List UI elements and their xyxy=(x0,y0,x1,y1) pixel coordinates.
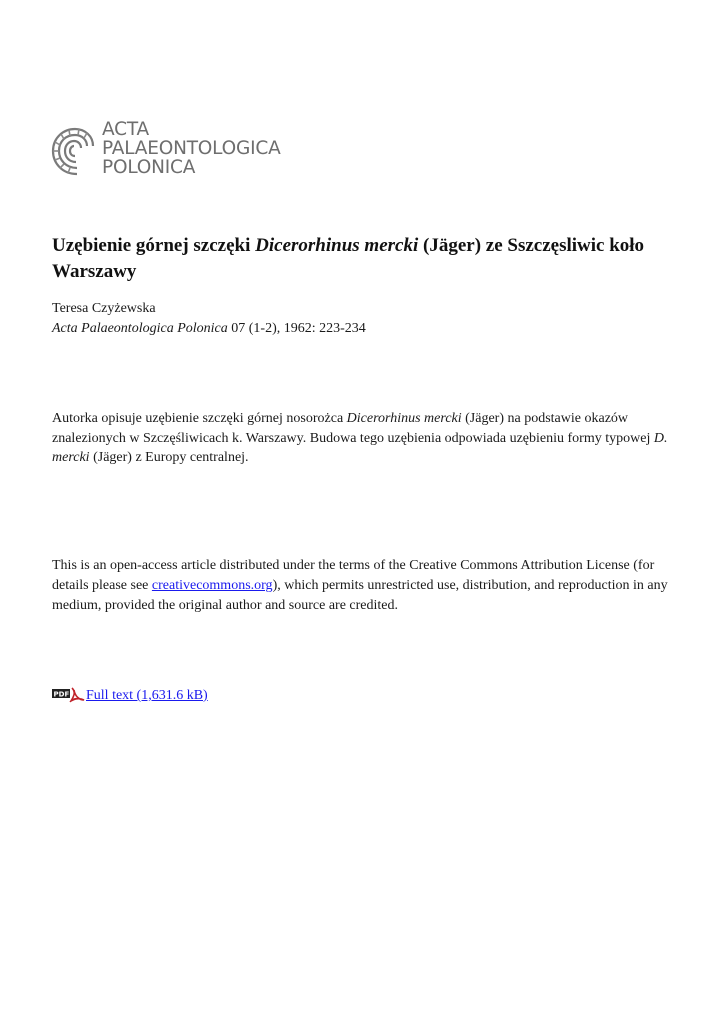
abstract xyxy=(52,409,682,468)
logo-line-3: POLONICA xyxy=(102,157,196,178)
abstract-species-2: D. mercki xyxy=(52,430,668,465)
creativecommons-link[interactable]: creativecommons.org xyxy=(151,578,273,593)
license-statement xyxy=(52,556,682,616)
full-text-download xyxy=(52,686,208,706)
journal-logo xyxy=(50,119,281,184)
journal-reference: 07 (1-2), 1962: 223-234 xyxy=(227,321,366,336)
title-part-2: (Jäger) ze Sszczęsliwic koło Warszawy xyxy=(52,235,645,282)
license-part-2: ), which permits unrestricted use, distribution, and reproduction in any medium, provided the original author and source are credited. xyxy=(52,578,668,613)
article-title xyxy=(52,233,682,285)
abstract-part-3: (Jäger) z Europy centralnej. xyxy=(89,450,249,465)
abstract-part-1: Autorka opisuje uzębienie szczęki górnej nosorożca xyxy=(52,411,347,426)
pdf-icon xyxy=(52,686,86,706)
article-author: Teresa Czyżewska xyxy=(52,301,156,316)
svg-text:PDF: PDF xyxy=(53,690,70,699)
journal-citation xyxy=(52,319,366,339)
logo-wordmark xyxy=(102,120,281,177)
title-part-1: Uzębienie górnej szczęki xyxy=(52,235,256,256)
abstract-part-2: (Jäger) na podstawie okazów znalezionych w Szczęśliwicach k. Warszawy. Budowa tego uzębienia odpowiada uzębieniu formy typowej xyxy=(52,411,654,446)
logo-line-1: ACTA xyxy=(102,119,149,140)
full-text-link[interactable]: Full text (1,631.6 kB) xyxy=(86,688,208,703)
license-part-1: This is an open-access article distributed under the terms of the Creative Commons Attribution License (for details please see xyxy=(52,558,655,593)
logo-line-2: PALAEONTOLOGICA xyxy=(102,138,281,159)
ammonite-logo-icon xyxy=(50,124,100,180)
journal-name: Acta Palaeontologica Polonica xyxy=(52,321,228,336)
title-species: Dicerorhinus mercki xyxy=(255,235,419,256)
abstract-species-1: Dicerorhinus mercki xyxy=(346,411,462,426)
